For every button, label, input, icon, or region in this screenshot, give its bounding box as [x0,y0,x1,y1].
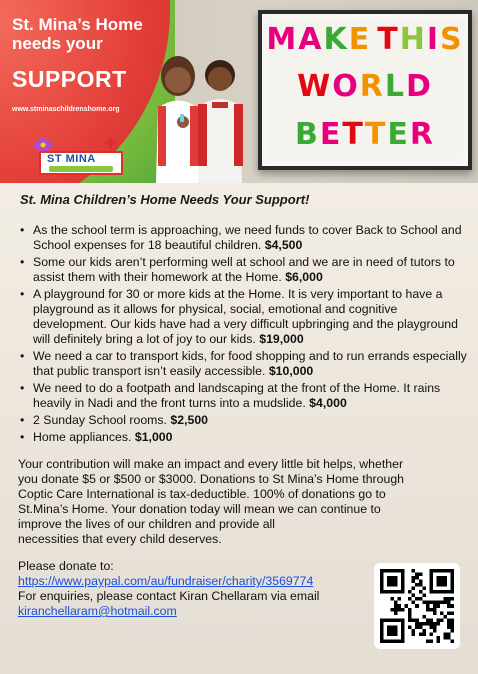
logo-text: ST MINA [47,153,96,165]
list-item [18,430,468,445]
lightbox-letter: S [439,22,464,57]
lightbox-letter: W [297,69,333,104]
list-item [18,413,468,428]
contribution-paragraph [18,457,466,547]
lightbox-row-1 [262,22,468,57]
need-amount: $4,000 [309,396,347,410]
need-text: As the school term is approaching, we need funds to cover Back to School and School expenses for 18 beautiful children. [33,223,462,252]
needs-list [18,223,468,445]
lightbox-letter: K [323,22,349,57]
lightbox-letter: E [348,22,372,57]
paypal-donate-link[interactable]: https://www.paypal.com/au/fundraiser/charity/3569774 [18,574,314,588]
need-amount: $1,000 [134,430,173,444]
need-text: We need to do a footpath and landscaping at the front of the Home. It rains heavily in Nadi and the front turns into a mudslide. [33,381,441,410]
lightbox-letter: D [405,69,433,104]
donate-label: Please donate to: [18,559,114,573]
need-amount: $6,000 [285,270,323,284]
paragraph-line: you donate $5 or $500 or $3000. Donations to St Mina’s Home through [18,472,405,486]
paragraph-line: necessities that every child deserves. [18,532,222,546]
list-item [18,255,468,285]
enquiries-text: For enquiries, please contact Kiran Chellaram via email [18,589,320,603]
need-text: Home appliances. [33,430,132,444]
lightbox-letter: R [359,69,385,104]
header-title-line1: St. Mina’s Home [12,15,143,34]
flyer-content [18,192,468,619]
lightbox-letter: E [387,117,410,152]
lightbox-letter: O [332,69,360,104]
paragraph-line: improve the lives of our children and provide all [18,517,276,531]
st-mina-logo [33,133,125,177]
need-text: Some our kids aren’t performing well at school and we are in need of tutors to assist them with their homework at the Home. [33,255,455,284]
paragraph-line: Your contribution will make an impact and every little bit helps, whether [18,457,404,471]
logo-flower-icon [33,133,125,153]
lightbox-letter: R [409,117,435,152]
paragraph-line: Coptic Care International is tax-deductible. 100% of donations go to [18,487,386,501]
need-amount: $10,000 [268,364,314,378]
need-text: 2 Sunday School rooms. [33,413,167,427]
need-amount: $19,000 [259,332,304,346]
need-amount: $4,500 [264,238,303,252]
paragraph-line: St.Mina’s Home. Your donation today will mean we can continue to [18,502,381,516]
qr-code-icon [380,569,454,643]
lightbox-letter: H [399,22,427,57]
list-item [18,223,468,253]
lightbox-letter: T [377,22,400,57]
need-amount: $2,500 [170,413,209,427]
header-url: www.stminaschildrenshome.org [12,106,120,113]
lightbox-letter: M [266,22,299,57]
need-text: A playground for 30 or more kids at the Home. It is very important to have a playground as it allows for physical, social, emotional and cognitive development. Our kids have had a very difficult upbringing and the playground will definitely bring a lot of joy to our kids. [33,287,458,346]
list-item [18,287,468,347]
lightbox-letter: B [295,117,320,152]
lightbox-letter: I [426,22,440,57]
lightbox-letter: A [298,22,324,57]
header-title-line2: needs your [12,34,103,53]
lightbox-letter: L [384,69,406,104]
lightbox-letter: E [319,117,343,152]
header-banner [0,0,478,183]
make-this-world-better-lightbox [258,10,472,170]
lightbox-letter: T [342,117,365,152]
logo-green-band [49,166,113,172]
list-item [18,349,468,379]
lightbox-row-3 [262,117,468,152]
lightbox-row-2 [262,69,468,104]
email-link[interactable]: kiranchellaram@hotmail.com [18,604,177,618]
need-text: We need a car to transport kids, for food shopping and to run errands especially that public transport isn’t easily accessible. [33,349,467,378]
header-support: SUPPORT [12,66,127,92]
children-photo [138,18,258,183]
list-item [18,381,468,411]
content-heading: St. Mina Children’s Home Needs Your Support! [20,192,310,207]
lightbox-letter: T [364,117,388,152]
qr-code[interactable] [374,563,460,649]
